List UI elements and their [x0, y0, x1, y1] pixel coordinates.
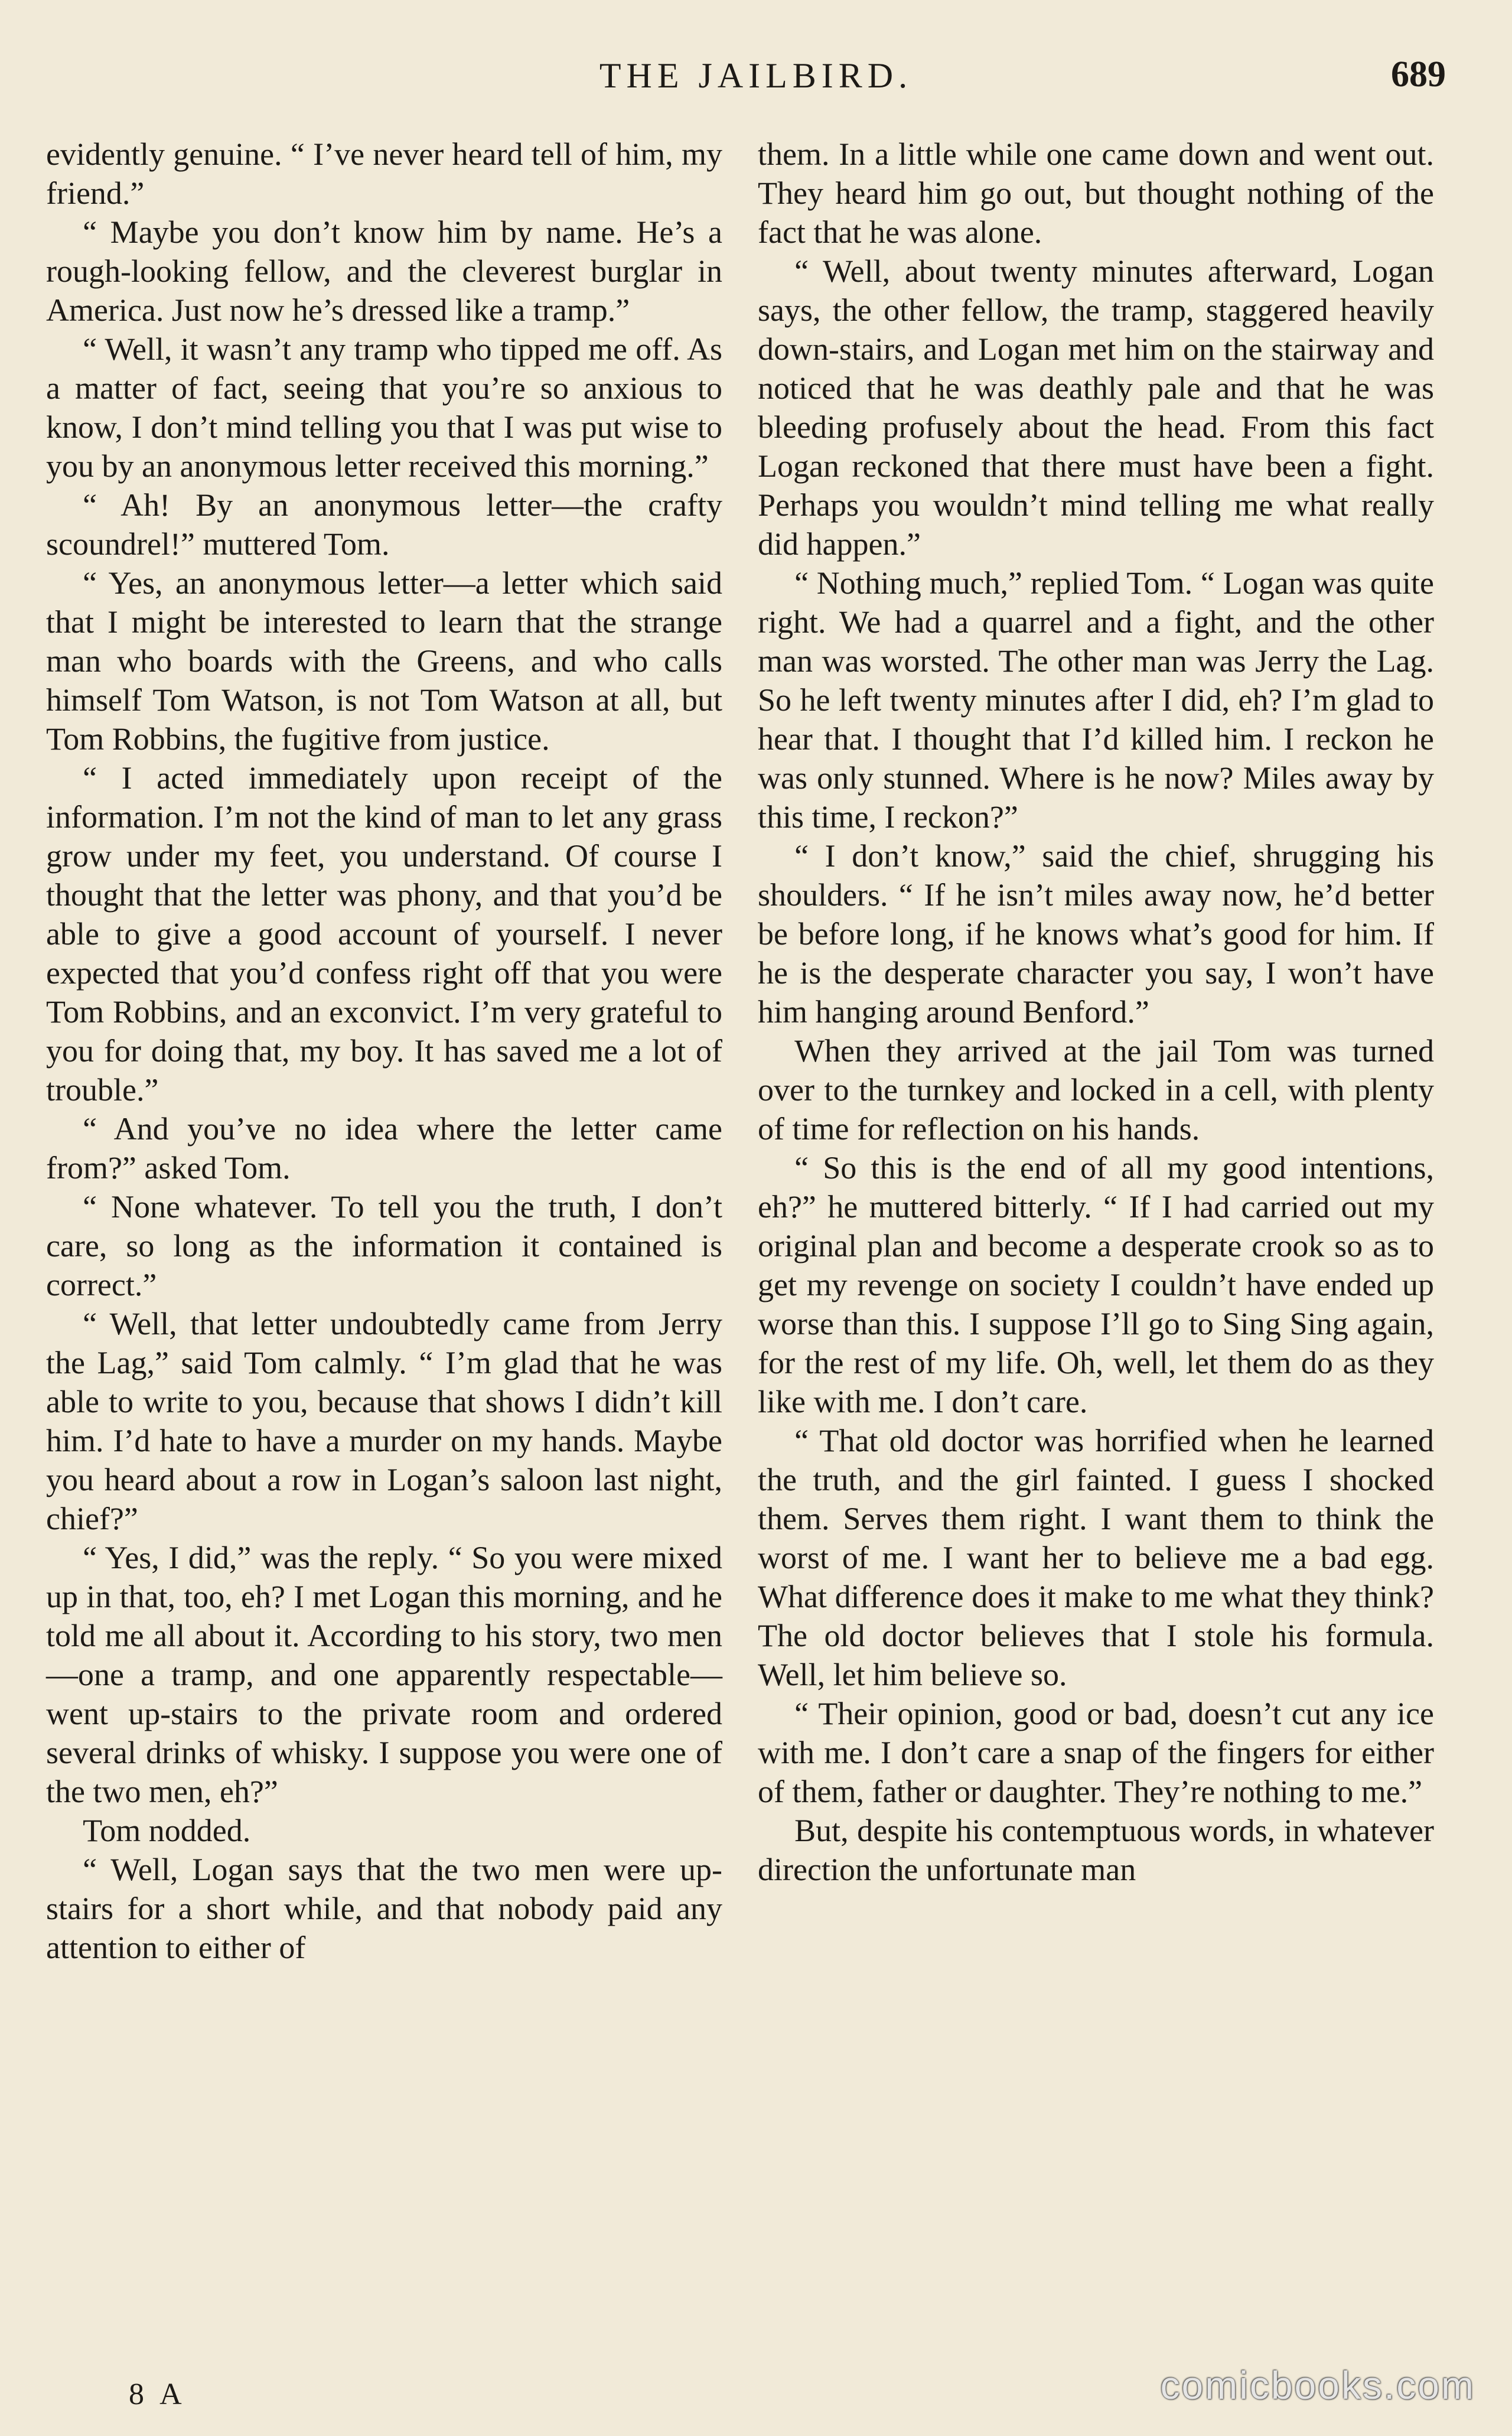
watermark-logo: comicbooks.com — [1160, 2363, 1475, 2407]
paragraph: “ I acted immediately upon receipt of the information. I’m not the kind of man to let any grass grow under my feet, you understand. Of course I thought that the letter was phony, and that you’d be able to give a good account of yourself. I never expected that you’d confess right off that you were Tom Robbins, and an exconvict. I’m very grateful to you for doing that, my boy. It has saved me a lot of trouble.” — [46, 760, 722, 1108]
paragraph: “ Well, about twenty minutes afterward, Logan says, the other fellow, the tramp, staggered heavily down-stairs, and Logan met him on the stairway and noticed that he was deathly pale and that he was bleeding profusely about the head. From this fact Logan reckoned that there must have been a fight. Perhaps you wouldn’t mind telling me what really did happen.” — [758, 253, 1434, 562]
paragraph: “ Yes, an anonymous letter—a letter which said that I might be interested to learn that the strange man who boards with the Greens, and who calls himself Tom Watson, is not Tom Watson at all, but Tom Robbins, the fugitive from justice. — [46, 565, 722, 757]
paragraph: “ Well, it wasn’t any tramp who tipped me off. As a matter of fact, seeing that you’re so anxious to know, I don’t mind telling you that I was put wise to you by an anonymous letter received this morning.” — [46, 331, 722, 484]
paragraph: “ Nothing much,” replied Tom. “ Logan was quite right. We had a quarrel and a fight, and the other man was worsted. The other man was Jerry the Lag. So he left twenty minutes after I did, eh? I’m glad to hear that. I thought that I’d killed him. I reckon he was only stunned. Where is he now? Miles away by this time, I reckon?” — [758, 565, 1434, 835]
paragraph: “ So this is the end of all my good intentions, eh?” he muttered bitterly. “ If I had carried out my original plan and become a desperate crook so as to get my revenge on society I couldn’t have ended up worse than this. I suppose I’ll go to Sing Sing again, for the rest of my life. Oh, well, let them do as they like with me. I don’t care. — [758, 1150, 1434, 1419]
signature-mark: 8 A — [129, 2378, 187, 2411]
paragraph: evidently genuine. “ I’ve never heard tell of him, my friend.” — [46, 136, 722, 211]
paragraph: But, despite his contemptuous words, in whatever direction the unfortunate man — [758, 1813, 1434, 1887]
page-number: 689 — [1391, 54, 1446, 95]
paragraph: “ That old doctor was horrified when he learned the truth, and the girl fainted. I guess I shocked them. Serves them right. I want them to think the worst of me. I want her to believe me a bad egg. What difference does it make to me what they think? The old doctor believes that I stole his formula. Well, let him believe so. — [758, 1423, 1434, 1692]
running-title: THE JAILBIRD. — [599, 56, 913, 95]
paragraph: “ Ah! By an anonymous letter—the crafty scoundrel!” muttered Tom. — [46, 487, 722, 562]
paragraph: “ Maybe you don’t know him by name. He’s a rough-looking fellow, and the cleverest burglar in America. Just now he’s dressed like a tramp.” — [46, 214, 722, 328]
paragraph: When they arrived at the jail Tom was turned over to the turnkey and locked in a cell, with plenty of time for reflection on his hands. — [758, 1033, 1434, 1147]
paragraph: them. In a little while one came down and went out. They heard him go out, but thought nothing of the fact that he was alone. — [758, 136, 1434, 250]
paragraph: “ Well, that letter undoubtedly came from Jerry the Lag,” said Tom calmly. “ I’m glad that he was able to write to you, because that shows I didn’t kill him. I’d hate to have a murder on my hands. Maybe you heard about a row in Logan’s saloon last night, chief?” — [46, 1306, 722, 1536]
paragraph: “ Yes, I did,” was the reply. “ So you were mixed up in that, too, eh? I met Logan this morning, and he told me all about it. According to his story, two men—one a tramp, and one apparently respectable—went up-stairs to the private room and ordered several drinks of whisky. I suppose you were one of the two men, eh?” — [46, 1540, 722, 1809]
paragraph: “ None whatever. To tell you the truth, I don’t care, so long as the information it contained is correct.” — [46, 1189, 722, 1302]
paragraph: “ Their opinion, good or bad, doesn’t cut any ice with me. I don’t care a snap of the fingers for either of them, father or daughter. They’re nothing to me.” — [758, 1696, 1434, 1809]
right-column — [758, 135, 1434, 1889]
left-column — [46, 135, 722, 1967]
paragraph: “ And you’ve no idea where the letter came from?” asked Tom. — [46, 1111, 722, 1186]
paragraph: “ I don’t know,” said the chief, shrugging his shoulders. “ If he isn’t miles away now, he’d better be before long, if he knows what’s good for him. If he is the desperate character you say, I won’t have him hanging around Benford.” — [758, 838, 1434, 1030]
paragraph: “ Well, Logan says that the two men were up-stairs for a short while, and that nobody paid any attention to either of — [46, 1852, 722, 1965]
paragraph: Tom nodded. — [83, 1813, 251, 1848]
